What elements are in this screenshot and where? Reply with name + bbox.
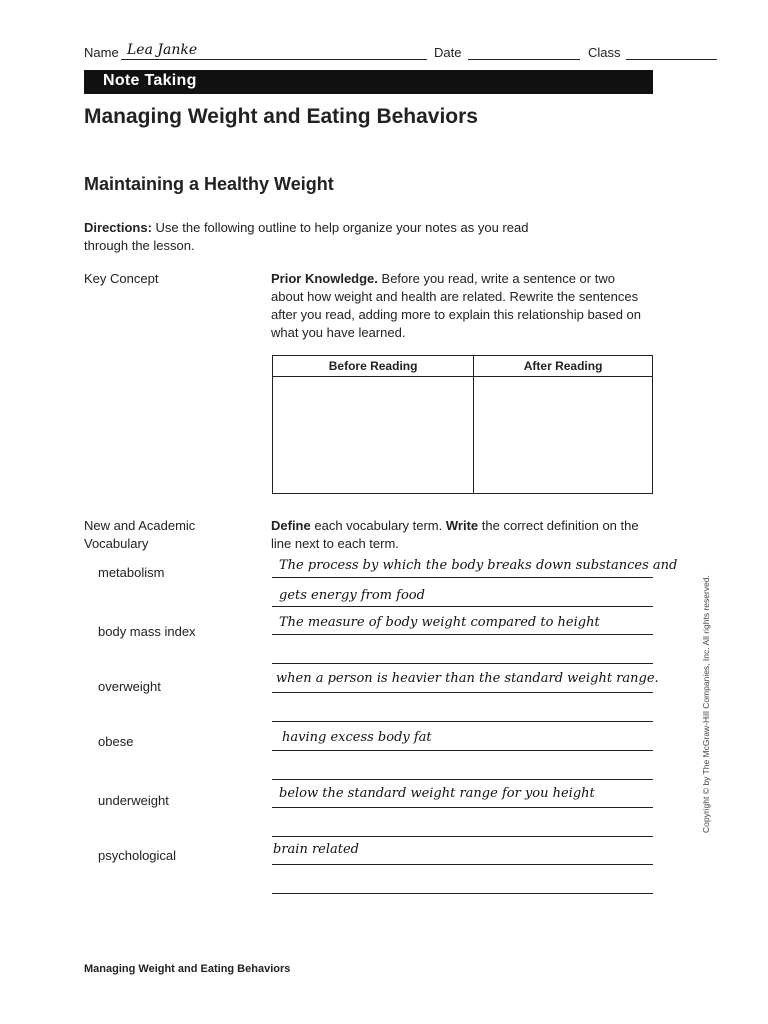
key-concept-label: Key Concept bbox=[84, 271, 159, 286]
term-body-mass-index: body mass index bbox=[98, 624, 196, 639]
answer-metabolism-line1[interactable]: The process by which the body breaks down substances and bbox=[279, 558, 678, 573]
term-overweight: overweight bbox=[98, 679, 161, 694]
answer-underweight[interactable]: below the standard weight range for you height bbox=[279, 786, 595, 801]
answer-line bbox=[272, 864, 653, 865]
directions bbox=[84, 219, 544, 255]
name-line bbox=[121, 59, 427, 60]
name-value[interactable]: Lea Janke bbox=[127, 42, 198, 58]
date-label: Date bbox=[434, 45, 462, 60]
copyright-notice: Copyright © by The McGraw-Hill Companies, Inc. All rights reserved. bbox=[701, 575, 711, 833]
before-reading-header: Before Reading bbox=[273, 356, 474, 377]
answer-line bbox=[272, 836, 653, 837]
answer-psychological[interactable]: brain related bbox=[273, 842, 360, 857]
directions-text: Use the following outline to help organize your notes as you read through the lesson. bbox=[84, 220, 529, 253]
class-line[interactable] bbox=[626, 59, 717, 60]
section-title: Maintaining a Healthy Weight bbox=[84, 174, 334, 194]
term-obese: obese bbox=[98, 734, 134, 749]
answer-line bbox=[272, 807, 653, 808]
answer-line bbox=[272, 663, 653, 664]
answer-line bbox=[272, 692, 653, 693]
answer-obese[interactable]: having excess body fat bbox=[282, 730, 432, 745]
write-word: Write bbox=[445, 518, 479, 533]
vocabulary-directions bbox=[271, 517, 646, 553]
class-label: Class bbox=[588, 45, 621, 60]
name-label: Name bbox=[84, 45, 119, 60]
answer-line bbox=[272, 893, 653, 894]
answer-line bbox=[272, 577, 653, 578]
page-title: Managing Weight and Eating Behaviors bbox=[84, 105, 478, 128]
banner-label: Note Taking bbox=[103, 72, 197, 89]
answer-line bbox=[272, 606, 653, 607]
term-metabolism: metabolism bbox=[98, 565, 165, 580]
prior-knowledge-label: Prior Knowledge. bbox=[271, 271, 378, 286]
answer-body-mass-index[interactable]: The measure of body weight compared to height bbox=[279, 615, 600, 630]
write-text: the correct definition on the line next to each term. bbox=[271, 518, 639, 551]
before-after-table bbox=[272, 355, 653, 494]
answer-line bbox=[272, 634, 653, 635]
define-text: each vocabulary term. bbox=[314, 518, 443, 533]
after-reading-header: After Reading bbox=[474, 356, 653, 377]
define-word: Define bbox=[271, 518, 311, 533]
vocabulary-label: New and Academic Vocabulary bbox=[84, 518, 196, 551]
term-underweight: underweight bbox=[98, 793, 169, 808]
term-psychological: psychological bbox=[98, 848, 177, 863]
answer-metabolism-line2[interactable]: gets energy from food bbox=[279, 588, 425, 603]
prior-knowledge-text: Before you read, write a sentence or two about how weight and health are related. Rewrite the sentences after you read, adding more to explain this relationship based on what you have learned. bbox=[271, 271, 642, 340]
before-reading-cell[interactable] bbox=[273, 377, 474, 494]
answer-overweight[interactable]: when a person is heavier than the standard weight range. bbox=[276, 671, 659, 686]
date-line[interactable] bbox=[468, 59, 580, 60]
after-reading-cell[interactable] bbox=[474, 377, 653, 494]
directions-label: Directions: bbox=[84, 220, 152, 235]
note-taking-banner bbox=[84, 70, 653, 94]
footer-title: Managing Weight and Eating Behaviors bbox=[84, 963, 291, 975]
answer-line bbox=[272, 721, 653, 722]
answer-line bbox=[272, 750, 653, 751]
answer-line bbox=[272, 779, 653, 780]
prior-knowledge-prompt bbox=[271, 270, 646, 342]
